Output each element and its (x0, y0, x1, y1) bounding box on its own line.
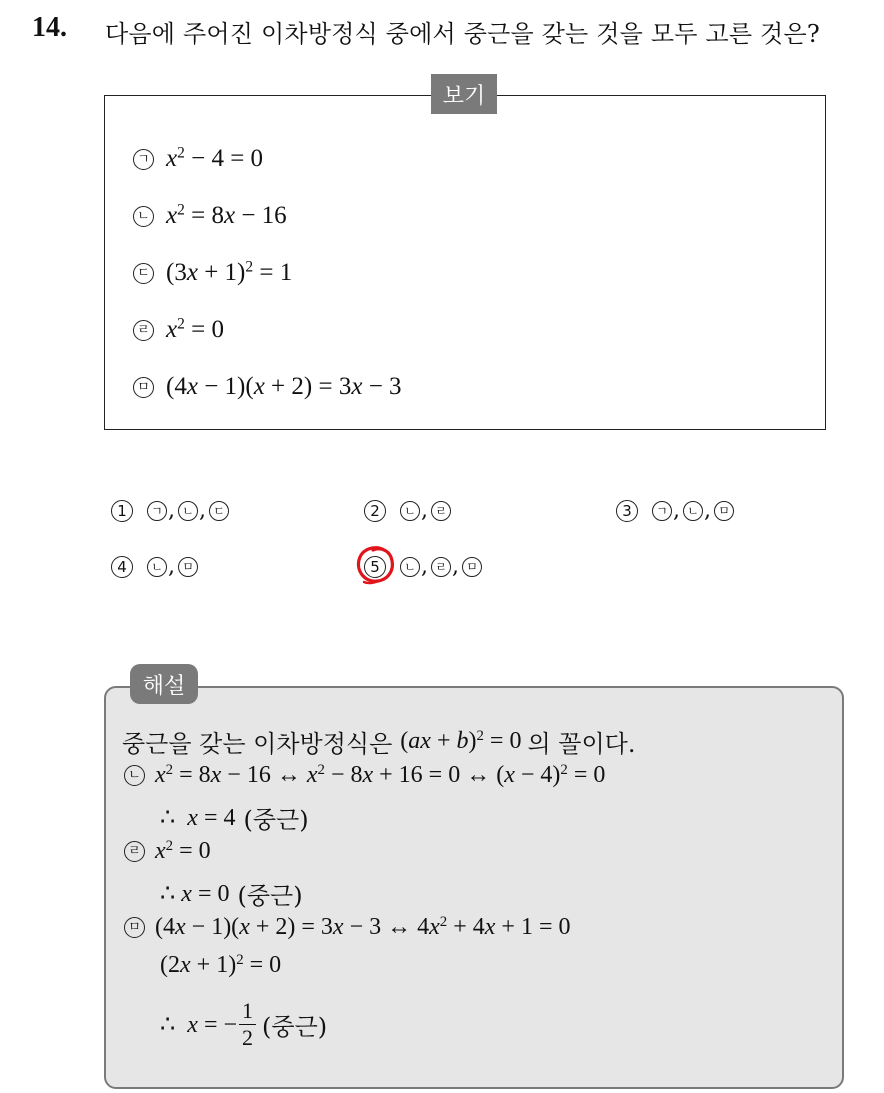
choice-mark: ㄱ (652, 501, 672, 521)
bogi-mark: ㄱ (133, 149, 154, 170)
bogi-item-1 (133, 145, 263, 173)
bogi-equation: (4x − 1)(x + 2) = 3x − 3 (166, 373, 402, 400)
choice-number: 3 (616, 500, 638, 522)
solution-formula: $x^2 = 0$ (155, 837, 211, 864)
fraction (239, 998, 256, 1051)
solution-formula: $x^2 = 8x - 16$ ↔ $x^2 - 8x + 16 = 0$ ↔ $(x - 4)^2 = 0$ (155, 761, 606, 788)
solution-line-1 (122, 724, 635, 759)
choice-mark: ㄴ (147, 557, 167, 577)
solution-mark: ㄴ (124, 765, 145, 786)
bogi-mark: ㄴ (133, 206, 154, 227)
choice-mark: ㅁ (462, 557, 482, 577)
choice-mark: ㄴ (178, 501, 198, 521)
choice-mark: ㄹ (431, 557, 451, 577)
bogi-equation: $x^2 = 0$ (166, 315, 224, 343)
solution-tag: 해설 (130, 664, 198, 704)
fraction-denominator: 2 (242, 1025, 254, 1050)
double-root-label: (중근) (262, 1013, 328, 1041)
solution-result-m (160, 998, 327, 1051)
choice-mark: ㄴ (400, 557, 420, 577)
answer-circle-icon (354, 542, 398, 586)
solution-formula: (4x − 1)(x + 2) = 3x − 3 ↔ $4x^2 + 4x + 1 = 0$ (155, 913, 571, 940)
solution-formula: ∴ x = 0 (160, 881, 230, 907)
solution-result-r (160, 876, 303, 911)
choice-mark: ㄴ (400, 501, 420, 521)
question-number: 14. (32, 12, 67, 43)
bogi-item-4 (133, 316, 224, 344)
choice-mark: ㅁ (714, 501, 734, 521)
solution-mark: ㅁ (124, 917, 145, 938)
solution-formula: (ax + b)$^2$ = 0 (400, 727, 522, 754)
bogi-mark: ㅁ (133, 377, 154, 398)
choice-4[interactable]: 4 ㄴ , ㅁ (111, 554, 198, 579)
choice-mark: ㄴ (683, 501, 703, 521)
question-text: 다음에 주어진 이차방정식 중에서 중근을 갖는 것을 모두 고른 것은? (105, 20, 820, 48)
solution-line-n (124, 762, 605, 789)
choice-number: 2 (364, 500, 386, 522)
double-root-label: (중근) (243, 806, 309, 834)
bogi-item-5 (133, 373, 402, 401)
solution-line-r (124, 838, 211, 865)
choice-5[interactable]: 5 ㄴ , ㄹ , ㅁ (364, 554, 482, 579)
solution-text: 의 꼴이다. (527, 730, 636, 758)
bogi-mark: ㄷ (133, 263, 154, 284)
choice-1[interactable]: 1 ㄱ , ㄴ , ㄷ (111, 498, 229, 523)
bogi-item-3 (133, 259, 292, 287)
bogi-equation: $x^2 = 8x - 16$ (166, 201, 287, 229)
fraction-numerator: 1 (239, 998, 256, 1025)
choice-2[interactable]: 2 ㄴ , ㄹ (364, 498, 451, 523)
double-root-label: (중근) (237, 882, 303, 910)
choice-mark: ㅁ (178, 557, 198, 577)
bogi-mark: ㄹ (133, 320, 154, 341)
solution-mark: ㄹ (124, 841, 145, 862)
solution-formula: ∴ x = − (160, 1012, 238, 1038)
solution-text: 중근을 갖는 이차방정식은 (122, 730, 393, 758)
solution-formula: ∴ x = 4 (160, 805, 236, 831)
solution-line-m (124, 914, 570, 941)
choice-number: 4 (111, 556, 133, 578)
bogi-item-2 (133, 202, 287, 230)
solution-formula: $(2x + 1)^2 = 0$ (160, 951, 282, 978)
choice-number: 1 (111, 500, 133, 522)
choice-3[interactable]: 3 ㄱ , ㄴ , ㅁ (616, 498, 734, 523)
choice-number: 5 (364, 556, 386, 578)
choice-mark: ㄱ (147, 501, 167, 521)
solution-line-m2 (160, 952, 281, 979)
bogi-equation: $x^2 - 4 = 0$ (166, 144, 264, 172)
bogi-equation: $(3x + 1)^2 = 1$ (166, 258, 293, 286)
choice-mark: ㄹ (431, 501, 451, 521)
choice-mark: ㄷ (209, 501, 229, 521)
solution-result-n (160, 800, 309, 835)
bogi-tag: 보기 (431, 74, 497, 114)
